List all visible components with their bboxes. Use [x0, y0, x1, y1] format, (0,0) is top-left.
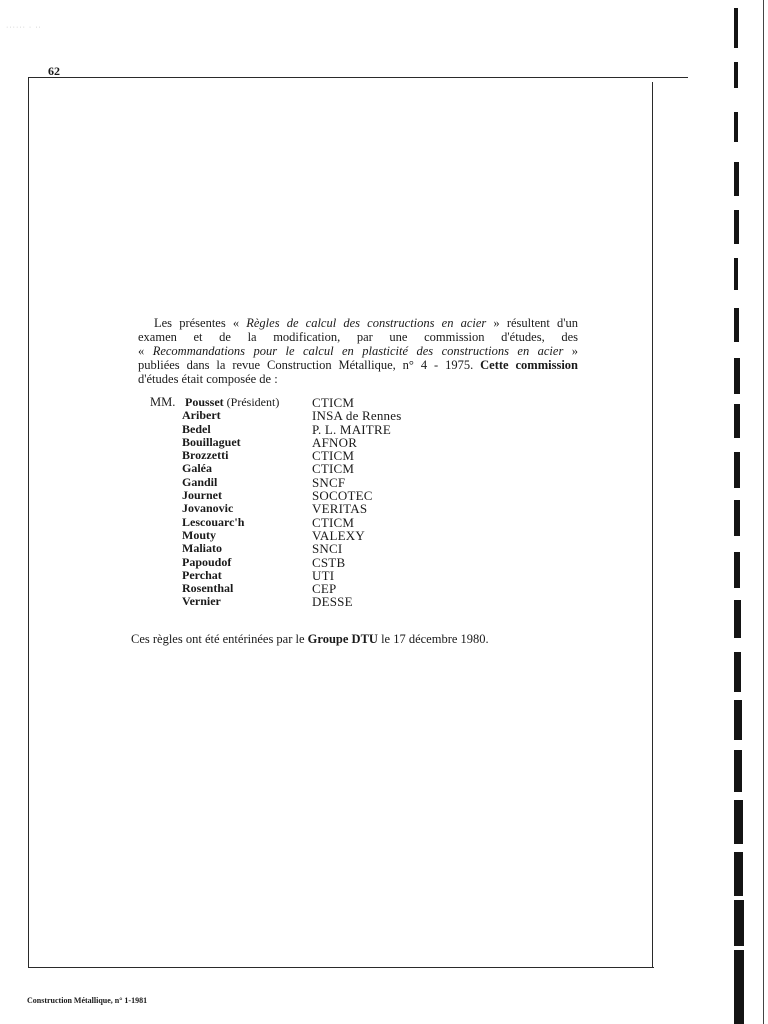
intro-text: publiées dans la revue Construction Métallique, n° 4 - 1975. [138, 358, 481, 372]
footer-citation: Construction Métallique, n° 1-1981 [27, 996, 148, 1005]
intro-text: d'études était composée de : [138, 372, 278, 386]
binding-mark [734, 358, 740, 394]
intro-text: » [563, 344, 579, 358]
committee-member-org: INSA de Rennes [312, 408, 402, 424]
binding-mark [734, 700, 742, 740]
binding-mark [734, 950, 744, 996]
committee-prefix-text: MM. [150, 395, 176, 409]
binding-mark [734, 162, 739, 196]
intro-paragraph [138, 316, 578, 386]
committee-member-name: Bouillaguet [182, 434, 241, 449]
binding-mark [734, 210, 739, 244]
intro-text: examen et de la modification, par une commission d'études, des [138, 330, 578, 344]
committee-member-org: CTICM [312, 395, 355, 410]
frame-bottom-rule [28, 967, 654, 968]
approval-sentence [131, 632, 489, 647]
binding-mark [734, 308, 739, 342]
approval-text-end: le 17 décembre 1980. [377, 632, 489, 646]
intro-line [138, 316, 578, 330]
committee-member-org: P. L. MAITRE [312, 421, 391, 437]
intro-title-italic: Recommandations pour le calcul en plasticité des constructions en acier [152, 344, 564, 358]
binding-mark [734, 404, 740, 438]
intro-text: » résultent d'un [486, 316, 579, 330]
committee-member-name: Bedel [182, 421, 211, 436]
intro-text: Les présentes « [154, 316, 247, 330]
intro-line [138, 330, 578, 344]
binding-mark [734, 750, 742, 792]
intro-text-bold: Cette commission [480, 358, 579, 372]
committee-member-name: Galéa [182, 461, 212, 476]
binding-mark [734, 62, 738, 88]
committee-member-name: Gandil [182, 474, 218, 489]
approval-text-start: Ces règles ont été entérinées par le [131, 632, 308, 646]
binding-mark [734, 552, 740, 588]
committee-member-name [185, 396, 279, 409]
committee-member-name: Maliato [182, 541, 222, 556]
intro-line [138, 358, 578, 372]
committee-member-org: CTICM [312, 514, 355, 530]
committee-member-name: Lescouarc'h [182, 514, 245, 529]
committee-member-org: DESSE [312, 594, 353, 610]
committee-member-org: CTICM [312, 448, 355, 464]
committee-member-org: SOCOTEC [312, 488, 373, 504]
president-name: Pousset [185, 395, 224, 409]
president-label: (Président) [226, 395, 280, 409]
committee-member-name: Aribert [182, 408, 221, 423]
committee-member-name: Journet [182, 488, 222, 503]
committee-member-org: SNCF [312, 474, 346, 490]
frame-right-rule [652, 82, 653, 967]
committee-member-org: CTICM [312, 461, 355, 477]
binding-mark [734, 112, 738, 142]
committee-member-name: Mouty [182, 527, 216, 542]
intro-text: « [138, 344, 153, 358]
binding-mark [734, 8, 738, 48]
committee-member-org: CEP [312, 581, 337, 597]
committee-prefix [150, 396, 175, 409]
binding-mark [734, 600, 741, 638]
binding-mark [734, 500, 740, 536]
binding-mark [734, 996, 744, 1024]
frame-top-rule [28, 77, 688, 78]
intro-line [138, 344, 578, 358]
page-number: 62 [48, 64, 60, 78]
binding-mark [734, 800, 743, 844]
committee-member-name: Rosenthal [182, 581, 234, 596]
committee-member-org: AFNOR [312, 434, 358, 450]
scan-smudge: ······ · ·· [6, 24, 42, 31]
binding-mark [734, 652, 741, 692]
committee-member-org: CSTB [312, 554, 346, 570]
committee-member-name: Vernier [182, 594, 221, 609]
binding-edge [734, 0, 768, 1024]
binding-mark [734, 900, 744, 946]
committee-member-org: UTI [312, 567, 335, 583]
approval-group: Groupe DTU [307, 632, 378, 646]
committee-member-name: Brozzetti [182, 448, 229, 463]
frame-left-rule [28, 77, 29, 967]
binding-mark [734, 852, 743, 896]
intro-title-italic: Règles de calcul des constructions en acier [246, 316, 487, 330]
binding-edge-line [763, 0, 764, 1024]
committee-member-name: Papoudof [182, 554, 232, 569]
committee-member-name: Jovanovic [182, 501, 234, 516]
committee-member-org: SNCI [312, 541, 343, 557]
binding-mark [734, 452, 740, 488]
intro-line [138, 372, 578, 386]
binding-mark [734, 258, 738, 290]
committee-member-org: VALEXY [312, 527, 365, 543]
committee-member-name: Perchat [182, 567, 222, 582]
committee-member-org: VERITAS [312, 501, 368, 517]
